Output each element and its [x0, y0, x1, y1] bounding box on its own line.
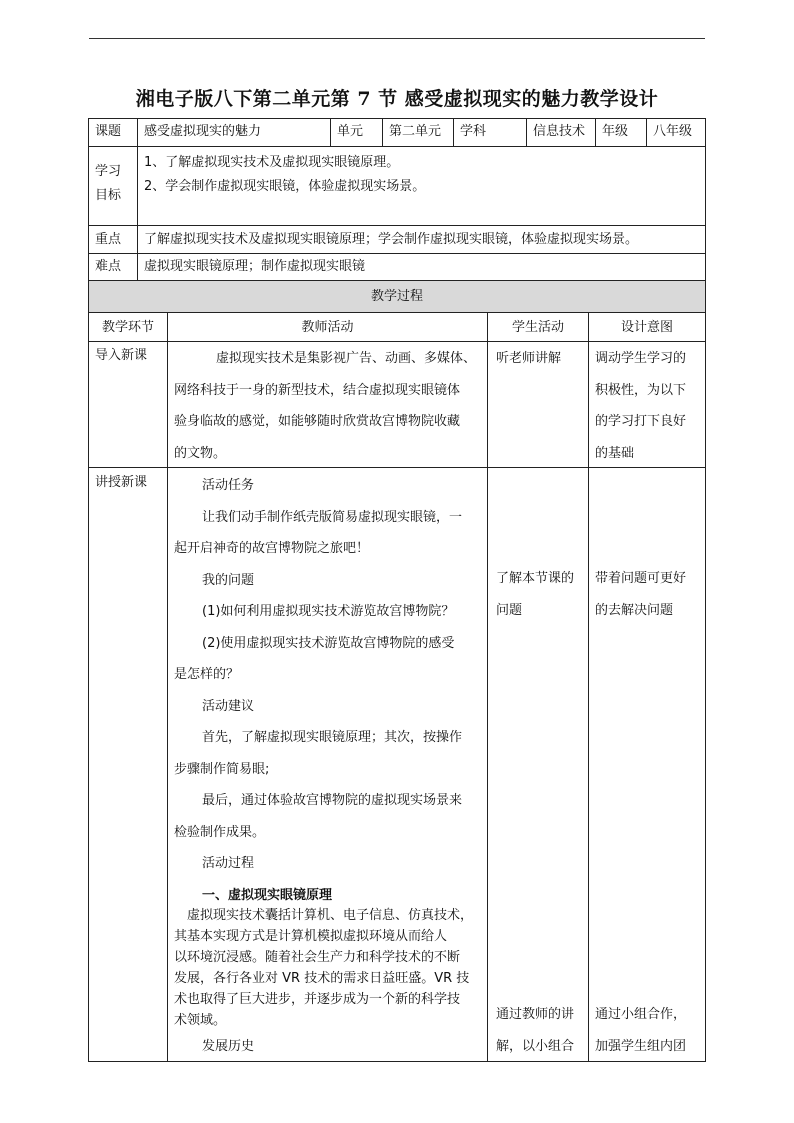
topic-label: 课题	[95, 124, 122, 139]
unit-label: 单元	[337, 124, 364, 139]
key-points-value: 了解虚拟现实技术及虚拟现实眼镜原理；学会制作虚拟现实眼镜，体验虚拟现实场景。	[144, 232, 639, 247]
subject-label: 学科	[460, 124, 487, 139]
column-header-stage: 教学环节	[101, 320, 154, 335]
new-lesson-student-activity-1: 了解本节课的 问题	[496, 571, 575, 618]
new-lesson-teacher-activity: 活动任务 让我们动手制作纸壳版简易虚拟现实眼镜，一 起开启神奇的故宫博物院之旅吧！ 我的问题 (1)如何利用虚拟现实技术游览故宫博物院？ (2)使用虚拟现实技术游览故宫博物院的感受 是怎样的？ 活动建议 首先，了解虚拟现实眼镜原理；其次，按操作 步骤制作简易眼; 最后，通过体验故宫博物院的虚拟现实场景来 检验制作成果。 活动过程 一、虚拟现实眼镜原理	[168, 470, 487, 911]
process-header: 教学过程	[89, 281, 705, 312]
column-header-teacher: 教师活动	[301, 320, 354, 335]
subject-value: 信息技术	[533, 124, 586, 139]
topic-value: 感受虚拟现实的魅力	[144, 124, 262, 139]
unit-value: 第二单元	[389, 124, 442, 139]
objectives-list	[138, 150, 705, 222]
difficulties-value: 虚拟现实眼镜原理；制作虚拟现实眼镜	[144, 259, 366, 274]
intro-design-intent: 调动学生学习的 积极性，为以下 的学习打下良好 的基础	[595, 351, 687, 461]
intro-stage: 导入新课	[95, 348, 148, 363]
new-lesson-student-activity-2: 通过教师的讲 解，以小组合	[496, 1007, 575, 1054]
new-lesson-stage: 讲授新课	[95, 475, 148, 490]
vr-principle-paragraph: 虚拟现实技术囊括计算机、电子信息、仿真技术， 其基本实现方式是计算机模拟虚拟环境从而给人 以环境沉浸感。随着社会生产力和科学技术的不断 发展，各行各业对 VR 技术的需求日益旺盛。VR 技 术也取得了巨大进步，并逐步成为一个新的科学技 术领域。	[174, 908, 474, 1028]
new-lesson-design-intent-2: 通过小组合作， 加强学生组内团	[595, 1007, 687, 1054]
column-header-intent: 设计意图	[620, 320, 673, 335]
objective-item: 1、了解虚拟现实技术及虚拟现实眼镜原理。	[144, 155, 400, 170]
key-points-label: 重点	[95, 232, 122, 247]
grade-value: 八年级	[653, 124, 693, 139]
column-header-student: 学生活动	[511, 320, 564, 335]
grade-label: 年级	[602, 124, 629, 139]
document-title: 湘电子版八下第二单元第 7 节 感受虚拟现实的魅力教学设计	[135, 88, 659, 110]
objective-item: 2、学会制作虚拟现实眼镜，体验虚拟现实场景。	[144, 179, 426, 194]
page-header-rule	[89, 38, 705, 39]
objectives-label: 学习 目标	[95, 164, 122, 203]
section-heading: 一、虚拟现实眼镜原理	[202, 887, 333, 903]
intro-teacher-activity: 虚拟现实技术是集影视广告、动画、多媒体、 网络科技于一身的新型技术，结合虚拟现实眼镜体 验身临故的感觉，如能够随时欣赏故宫博物院收藏 的文物。	[174, 351, 477, 461]
intro-student-activity: 听老师讲解	[496, 351, 562, 366]
new-lesson-design-intent-1: 带着问题可更好 的去解决问题	[595, 571, 687, 618]
difficulties-label: 难点	[95, 259, 122, 274]
history-label: 发展历史	[202, 1039, 255, 1054]
